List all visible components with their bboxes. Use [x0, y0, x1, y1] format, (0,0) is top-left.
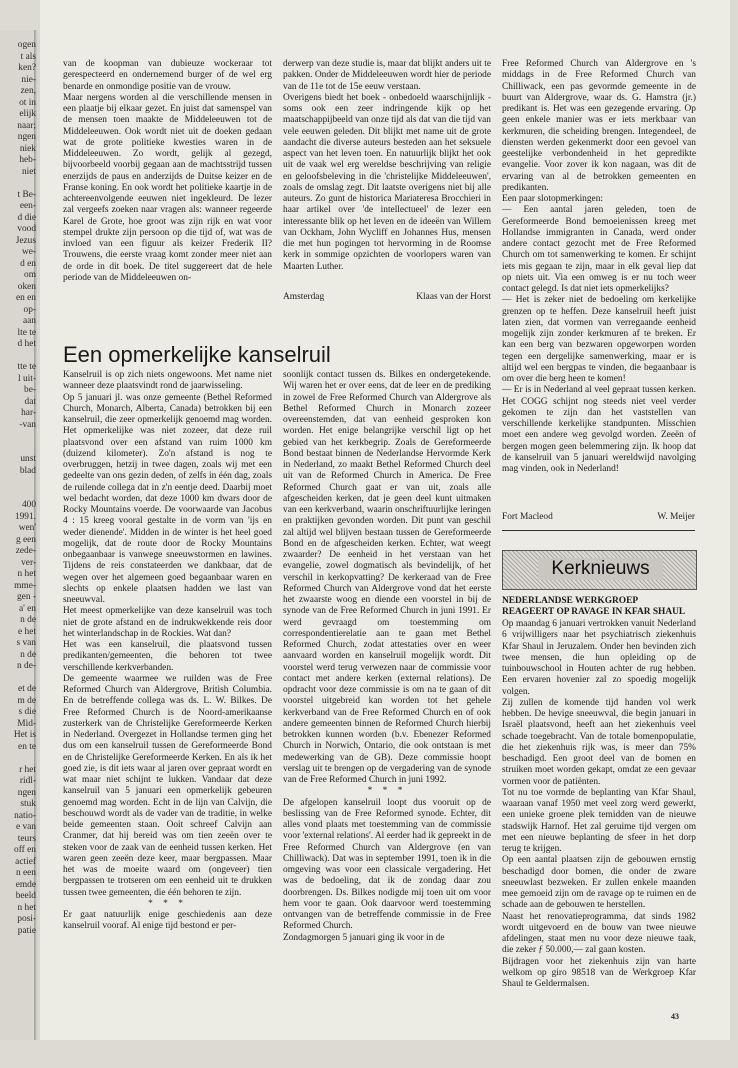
gutter-fragment: zen,: [20, 86, 36, 96]
gutter-fragment: heb-: [19, 155, 36, 165]
article-signature: [502, 512, 695, 523]
section-break: * * *: [148, 898, 187, 909]
gutter-fragment: actief: [15, 856, 36, 867]
kerknieuws-body: [502, 619, 696, 1009]
paragraph: Tot nu toe vormde de beplanting van Kfar Shaul, waaraan vanaf 1950 met veel zorg werd gewerkt, een unieke groene plek temidden van de nieuwe stadswijk Harnof. Het zal geruime tijd vergen om met een nieuwe beplanting de sfeer in het dorp terug te krijgen.: [502, 787, 696, 854]
gutter-fragment: ken?: [18, 63, 36, 73]
paragraph: Bijdragen voor het ziekenhuis zijn van harte welkom op giro 98518 van de Werkgroep Kfar Shaul te Geldermalsen.: [502, 956, 696, 989]
paragraph: Maar nergens worden al die verschillende mensen in een plaatje bij elkaar gezet. En juist dat samenspel van de mensen toen maakte de Middeleeuwen tot de Middeleeuwen. Ook wordt niet uit de doeken gedaan wat de grote politieke kwesties waren in de Middeleeuwen. Zo wordt, gelijk al gezegd, bijvoorbeeld voorbij gegaan aan de machtsstrijd tussen enerzijds de paus en anderzijds de Duitse keizer en de Franse koning. En ook wordt het politieke kaartje in de achtereenvolgende eeuwen niet ingekleurd. De lezer zal vergeefs zoeken naar vragen als: wanneer regeerde Karel de Grote, hoe groot was zijn rijk en wat voor stempel drukte zijn persoon op die tijd of, wat was de invloed van een figuur als keizer Frederik II? Trouwens, die eerste vraag komt zonder meer niet aan de orde in dit boek. De titel suggereert dat de hele periode van de Middeleeuwen on-: [63, 92, 272, 283]
article-headline: Een opmerkelijke kanselruil: [63, 342, 331, 367]
gutter-fragment: ot in: [19, 97, 36, 108]
paragraph: derwerp van deze studie is, maar dat blijkt anders uit te pakken. Onder de Middeleeuwen wordt hier de periode van de 11e tot de 15e eeuw verstaan.: [283, 59, 491, 92]
gutter-fragment: posi-: [17, 914, 36, 924]
gutter-fragment: a' en: [18, 603, 36, 614]
review-place: Amsterdag: [283, 292, 325, 302]
gutter-fragment: emde: [15, 879, 36, 890]
gutter-fragment: patie: [17, 925, 36, 936]
gutter-fragment: m de: [17, 695, 36, 706]
paragraph: soonlijk contact tussen ds. Bilkes en ondergetekende. Wij waren het er over eens, dat de leer en de prediking in zowel de Free Reformed Church van Aldergrove als Bethel Reformed Church in Monarch zozeer overeenstemden, dat van eenheid gesproken kon worden. Het enige belangrijke verschil ligt op het gebied van het kerkbegrip. Zoals de Gereformeerde Bond bestaat binnen de Nederlandse Hervormde Kerk in Nederland, zo maakt Bethel Reformed Church deel uit van de Reformed Church in America. De Free Reformed Church gaat er van uit, zoals alle afgescheiden kerken, dat je geen deel kunt uitmaken van een kerkverband, waarin onschriftuurlijke leringen en praktijken gevonden worden. Dit punt van geschil zal altijd wel blijven bestaan tussen de Gereformeerde Bond en de afgescheiden kerken. Echter, wat weegt zwaarder? De eenheid in het verstaan van het evangelie, zowel dogmatisch als bevindelijk, of het verschil in kerkopvatting? De kerkeraad van de Free Reformed Church van Aldergrove vond dat het eerste het zwaarste woog en diende een voorstel in bij de synode van de Free Reformed Church in juni 1991. Er werd gevraagd om toestemming om correspondentierelatie aan te gaan met Bethel Reformed Church, zodat attestaties over en weer aanvaard worden en kanselruil mogelijk wordt. Dit voorstel werd terug verwezen naar de commissie voor contact met andere kerken (external relations). De opdracht voor deze commissie is om na te gaan of dit voorstel uitgebreid kan worden tot het gehele kerkverband van de Free Reformed Church en of ook andere gemeenten binnen de Reformed Church hierbij betrokken kunnen worden (b.v. Ebenezer Reformed Church in Norwich, Ontario, die ook ontstaan is met medewerking van de GB). Deze commissie hoopt verslag uit te brengen op de vergadering van de synode van de Free Reformed Church in juni 1992.: [283, 370, 491, 785]
article-place: Fort Macleod: [502, 512, 553, 522]
gutter-fragment: blad: [19, 465, 36, 476]
gutter-fragment: en te: [18, 741, 36, 752]
gutter-fragment: Het is: [13, 730, 36, 740]
gutter-fragment: ogen: [17, 40, 36, 50]
gutter-fragment: ridl-: [19, 776, 36, 786]
gutter-fragment: teurs: [17, 833, 36, 844]
gutter-fragment: l uit-: [18, 373, 36, 384]
section-divider: [502, 530, 695, 531]
paragraph: Op 5 januari jl. was onze gemeente (Bethel Reformed Church, Monarch, Alberta, Canada) betrokken bij een kanselruil, die zeer opmerkelijk genoemd mag worden. Het opmerkelijke was niet zozeer, dat deze ruil plaatsvond over een afstand van ruim 1000 km (duizend kilometer). Zo'n afstand is nog te overbruggen, hetzij in twee dagen, zoals wij met een gedeelte van ons gezin deden, of zelfs in één dag, zoals de ruilende collega dat in z'n eentje deed. Daarbij moet wel bedacht worden, dat deze 1000 km dwars door de Rocky Mountains voerde. De voorwaarde van Jacobus 4 : 15 kreeg vooral gestalte in de vorm van 'ijs en weder dienende'. Midden in de winter is het heel goed mogelijk, dat de route door de Rocky Mountains onbegaanbaar is vanwege sneeuwstormen en lawines. Tijdens de reis constateerden we dankbaar, dat de wegen over het algemeen goed begaanbaar waren en slechts op enkele plaatsen hadden we last van sneeuwval.: [63, 392, 272, 605]
paragraph: Zondagmorgen 5 januari ging ik voor in de: [283, 932, 445, 943]
gutter-fragment: g een: [15, 534, 36, 545]
gutter-fragment: e van: [15, 822, 36, 832]
paragraph: Een paar slotopmerkingen:: [502, 194, 604, 204]
paragraph: Op een aantal plaatsen zijn de gebouwen ernstig beschadigd door bomen, die onder de zware sneeuwlast bezweken. Er zullen enkele maanden mee gemoeid zijn om de ravage op te ruimen en de schade aan de gebouwen te herstellen.: [502, 855, 696, 911]
gutter-fragment: off en: [14, 845, 36, 855]
page-number: 43: [671, 1012, 679, 1021]
gutter-fragment: n de-: [16, 661, 36, 671]
book-review-column-2: [283, 59, 491, 284]
gutter-fragment: nie-: [21, 74, 36, 85]
gutter-fragment: ngen: [17, 787, 36, 798]
gutter-fragment: we-: [21, 247, 36, 257]
gutter-fragment: n het: [17, 902, 36, 913]
gutter-fragment: tte te: [17, 362, 36, 372]
kerknieuws-headline-line-2: REAGEERT OP RAVAGE IN KFAR SHAUL: [502, 607, 686, 618]
gutter-fragment: natio-: [14, 810, 36, 821]
gutter-fragment: gen -: [16, 592, 36, 602]
gutter-fragment: har-: [21, 408, 36, 418]
paragraph: Free Reformed Church van Aldergrove en 's middags in de Free Reformed Church van Chilliwack, een pas gevormde gemeente in de buurt van Aldergrove, waar ds. G. Hamstra (jr.) predikant is. Het was een gezegende ervaring. Op geen enkele manier was er iets merkbaar van kerkmuren, die scheiding brengen. Integendeel, de diensten werden gekenmerkt door een gevoel van geestelijke verbondenheid in het gepredikte evangelie. Voor zover ik kon nagaan, was dit de ervaring van al de betrokken gemeenten en predikanten.: [502, 59, 696, 193]
article-column-3: [502, 59, 696, 509]
gutter-fragment: ver-: [21, 557, 36, 568]
gutter-fragment: en en: [15, 293, 36, 303]
article-author: W. Meijer: [657, 512, 695, 522]
paragraph: Het was een kanselruil, die plaatsvond tussen predikanten/gemeenten, die behoren tot twee verschillende kerkverbanden.: [63, 640, 272, 673]
paragraph: De gemeente waarmee we ruilden was de Free Reformed Church van Aldergrove, British Columbia. En de betreffende collega was ds. L. W. Bilkes. De Free Reformed Church is de Noord-amerikaanse zusterkerk van de Christelijke Gereformeerde Kerken in Nederland. Overgezet in Hollandse termen ging het dus om een kanselruil tussen de Gereformeerde Bond en de Christelijke Gereformeerde Kerken. En als ik het goed zie, is dit iets waar al jaren over gepraat wordt en wat maar niet schijnt te lukken. Vandaar dat deze kanselruil van 5 januari een opmerkelijk gebeuren genoemd mag worden. Echt in de lijn van Calvijn, die beschouwd wordt als de vader van de traditie, in welke beide gemeenten staan. Ooit schreef Calvijn aan Cranmer, dat hij bereid was om tien zeeën over te steken voor de zaak van de eenheid tussen kerken. Het waren geen zeeën deze keer, maar bergpassen. Maar het was de moeite waard om (ongeveer) tien bergpassen te trotseren om een eenheid uit te drukken tussen twee gemeenten, die één behoren te zijn.: [63, 673, 272, 898]
paragraph: Naast het renovatieprogramma, dat sinds 1982 wordt uitgevoerd en de bouw van twee nieuwe afdelingen, staat men nu voor deze nieuwe taak, die zeker ƒ 50.000,— zal gaan kosten.: [502, 911, 696, 956]
paragraph: De afgelopen kanselruil loopt dus vooruit op de beslissing van de Free Reformed synode. Echter, dit alles vond plaats met toestemming van de commissie voor 'external relations'. Al eerder had ik gepreekt in de Free Reformed Church van Aldergrove (en van Chilliwack). Dat was in september 1991, toen ik in die omgeving was voor een classicale vergadering. Het was de bedoeling, dat ik de zondag daar zou doorbrengen. Ds. Bilkes nodigde mij toen uit om voor hem voor te gaan. Ook daarvoor werd toestemming ontvangen van de betreffende commissie in de Free Reformed Church.: [283, 797, 491, 932]
gutter-fragment: beeld: [15, 891, 36, 901]
gutter-fragment: t Be-: [17, 189, 36, 200]
gutter-fragment: mme-: [14, 580, 36, 591]
gutter-fragment: aan: [22, 316, 36, 326]
paragraph: Op maandag 6 januari vertrokken vanuit Nederland 6 vrijwilligers naar het psychiatrisch ziekenhuis Kfar Shaul in Jeruzalem. Onder hen bevinden zich twee mensen, die hun opleiding op de tuinbouwschool in Houten achter de rug hebben. Een ervaren hovenier zal zo spoedig mogelijk volgen.: [502, 619, 696, 697]
gutter-fragment: ngen: [17, 132, 36, 142]
kerknieuws-headline-line-1: NEDERLANDSE WERKGROEP: [502, 596, 639, 606]
gutter-fragment: -van: [19, 419, 36, 430]
gutter-fragment: s die: [18, 707, 36, 717]
gutter-fragment: niek: [19, 143, 36, 154]
gutter-fragment: naar;: [17, 120, 36, 131]
paragraph: — Een aantal jaren geleden, toen de Gereformeerde Bond bemoeienissen kreeg met Hollandse immigranten in Canada, werd onder andere contact gezocht met de Free Reformed Church om tot samenwerking te komen. Er schijnt iets mis gegaan te zijn, maar in elk geval liep dat op niets uit. Via een omweg is er nu toch weer contact gelegd. Is dat niet iets opmerkelijks?: [502, 205, 696, 294]
gutter-fragment: lte te: [17, 327, 36, 338]
paragraph: — Er is in Nederland al veel gepraat tussen kerken. Het COGG schijnt nog steeds niet veel verder gekomen te zijn dan het vaststellen van verschillende kerkelijke standpunten. Misschien moet een andere weg gevolgd worden. Zeeën of bergen mogen geen belemmering zijn. Ik hoop dat de kanselruil van 5 januari wereldwijd navolging mag vinden, ook in Nederland!: [502, 385, 696, 474]
gutter-fragment: n het: [17, 569, 36, 579]
gutter-fragment: s van: [16, 638, 36, 648]
paragraph: Zij zullen de komende tijd handen vol werk hebben. De hevige sneeuwval, die begin januari in Israël plaatsvond, heeft aan het ziekenhuis veel schade toegebracht. Van de totale bomenpopulatie, die het ziekenhuis rijk was, is meer dan 75% beschadigd. Een groot deel van de bomen en struiken moet worden gekapt, omdat ze een gevaar vormen voor de patiënten.: [502, 697, 696, 787]
gutter-fragment: n de: [20, 615, 36, 625]
article-column-2: [283, 370, 491, 982]
gutter-fragment: et de: [18, 684, 36, 694]
gutter-fragment: 1991.: [14, 511, 36, 522]
gutter-fragment: d en: [20, 258, 36, 269]
gutter-fragment: zede-: [15, 546, 36, 556]
gutter-fragment: be-: [24, 385, 36, 395]
gutter-fragment: oken: [17, 281, 36, 292]
gutter-fragment: stuk: [20, 799, 36, 809]
gutter-fragment: niet: [21, 166, 36, 177]
article-column-1: [63, 370, 272, 980]
gutter-fragment: wen': [18, 523, 36, 533]
gutter-fragment: e het: [18, 626, 36, 637]
section-break: * * *: [367, 786, 407, 797]
paragraph: Het meest opmerkelijke van deze kanselruil was toch niet de grote afstand en de indrukwekkende reis door het winterlandschap in de Rockies. Wat dan?: [63, 606, 272, 639]
gutter-fragment: een-: [19, 201, 36, 211]
kerknieuws-headline: [502, 596, 696, 619]
gutter-fragment: r het: [19, 764, 36, 775]
paragraph: Kanselruil is op zich niets ongewoons. Met name niet wanneer deze plaatsvindt rond de jaarwisseling.: [63, 370, 272, 392]
gutter-fragment: d het: [17, 339, 36, 349]
gutter-fragment: d die: [17, 212, 36, 223]
paragraph: van de koopman van dubieuze wockeraar tot gerespecteerd en ondernemend burger of de wel erg benarde en onmondige positie van de vrouw.: [63, 59, 272, 92]
book-review-column-1: [63, 59, 272, 309]
gutter-fragment: unst: [20, 454, 36, 464]
gutter-fragment: n een: [15, 868, 36, 878]
kerknieuws-title: Kerknieuws: [538, 558, 663, 580]
review-signature: [283, 292, 491, 303]
gutter-fragment: op-: [23, 304, 36, 315]
kerknieuws-banner: [502, 550, 697, 590]
gutter-fragment: 400: [21, 500, 36, 510]
paragraph: — Het is zeker niet de bedoeling om kerkelijke grenzen op te heffen. Deze kanselruil heeft juist laten zien, dat vormen van verregaande eenheid mogelijk zijn zonder kerkmuren af te breken. Er kan een berg van bezwaren opgeworpen worden tegen een dergelijke samenwerking, maar er is altijd wel een bergpas te vinden, die begaanbaar is om over die berg heen te komen!: [502, 295, 696, 384]
gutter-fragment: elijk: [19, 109, 36, 119]
gutter-fragment: vood: [17, 224, 36, 234]
paragraph: Er gaat natuurlijk enige geschiedenis aan deze kanselruil vooraf. Al enige tijd bestond er per-: [63, 910, 272, 932]
paragraph: Overigens biedt het boek - onbedoeld waarschijnlijk - soms ook een zeer indringende kijk op het maatschappijbeeld van onze tijd als dat van die tijd van vele eeuwen geleden. Dit blijkt met name uit de grote aandacht die diverse auteurs besteden aan het seksuele aspect van het leven toen. En natuurlijk blijkt het ook uit de vaak wel erg wereldse beschrijving van religie en geloofsbeleving in die 'christelijke Middeleeuwen', zoals de omslag zegt. Dit laatste overigens niet bij alle auteurs. Zo gunt de historica Mariateresa Brocchieri in haar artikel over 'de intellectueel' de lezer een interessante blik op het leven en de ideeën van Willem van Ockham, John Wycliff en Johannes Hus, mensen die met hun pogingen tot hervorming in de Roomse kerk in sommige opzichten de voorlopers waren van Maarten Luther.: [283, 92, 491, 272]
review-author: Klaas van der Horst: [416, 292, 491, 302]
gutter-fragment: dat: [24, 396, 36, 407]
gutter-fragment: om: [24, 270, 36, 280]
gutter-fragment: Jezus: [15, 235, 36, 246]
gutter-fragment: n de: [20, 649, 36, 660]
gutter-fragment: t als: [20, 51, 36, 62]
gutter-fragment: Mid-: [17, 718, 36, 729]
